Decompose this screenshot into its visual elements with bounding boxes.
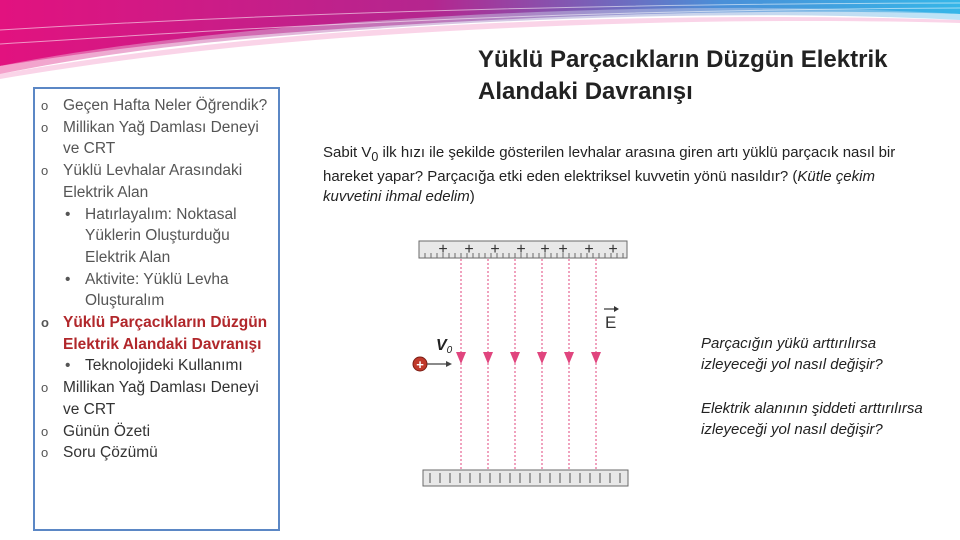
field-arrow-icon [537,352,547,364]
field-arrowheads [456,352,601,364]
agenda-outline [33,87,280,531]
particle-sign: + [416,357,424,372]
field-vector-label [604,306,619,332]
agenda-item: o Günün Özeti [63,421,274,443]
positive-particle [413,357,427,372]
plate-sign: + [438,241,448,258]
side-question-field: Elektrik alanının şiddeti arttırılırsa izleyeceği yol nasıl değişir? [701,400,923,438]
agenda-item: o Geçen Hafta Neler Öğrendik? [63,95,274,117]
velocity-label: V0 [436,337,453,356]
agenda-subitem: • Aktivite: Yüklü Levha Oluşturalım [63,269,274,312]
main-question [323,143,898,207]
plate-sign: + [490,241,500,258]
agenda-item: o Yüklü Levhalar Arasındaki Elektrik Alan [63,160,274,203]
agenda-item-current: o Yüklü Parçacıkların Düzgün Elektrik Alandaki Davranışı [63,312,274,355]
question-note: Kütle çekim kuvvetini ihmal edelim [323,168,875,205]
slide-title: Yüklü Parçacıkların Düzgün Elektrik Alandaki Davranışı [478,46,888,105]
agenda-item: o Soru Çözümü [63,442,274,464]
field-lines [461,259,596,470]
agenda-subitem: • Hatırlayalım: Noktasal Yüklerin Oluşturduğu Elektrik Alan [63,204,274,269]
agenda-item: o Millikan Yağ Damlası Deneyi ve CRT [63,117,274,160]
field-arrow-icon [591,352,601,364]
side-question-charge: Parçacığın yükü arttırılırsa izleyeceği yol nasıl değişir? [701,335,883,373]
question-text: ) [469,188,475,205]
electric-field-diagram [400,232,640,494]
bottom-plate [423,470,628,486]
velocity-subscript: 0 [371,150,379,164]
plate-sign: + [540,241,550,258]
agenda-item: o Millikan Yağ Damlası Deneyi ve CRT [63,377,274,420]
plate-sign: + [608,241,618,258]
field-label: E [605,313,617,332]
question-text: Sabit V [323,144,372,161]
field-arrow-icon [564,352,574,364]
plate-sign: + [464,241,474,258]
field-arrow-icon [510,352,520,364]
plate-sign: + [584,241,594,258]
plate-sign: + [558,241,568,258]
field-arrow-icon [483,352,493,364]
plate-sign: + [516,241,526,258]
agenda-subitem: • Teknolojideki Kullanımı [63,355,274,377]
question-text: ilk hızı ile şekilde gösterilen levhalar arasına giren artı yüklü parçacık nasıl bir hareket yapar? Parçacığa etki eden elektriksel kuvvetin yönü nasıldır? ( [323,144,896,185]
field-arrow-icon [456,352,466,364]
velocity-vector [427,361,452,367]
